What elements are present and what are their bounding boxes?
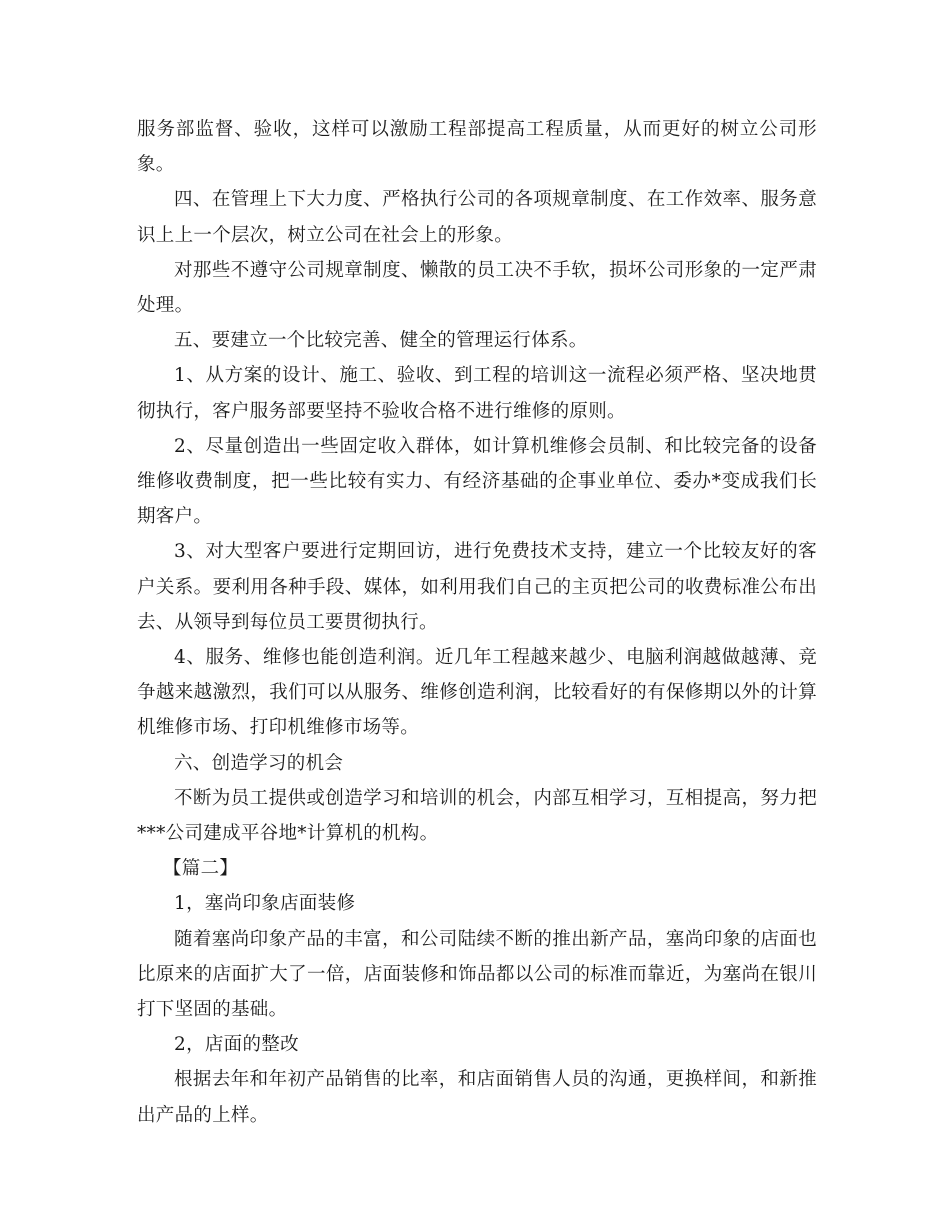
paragraph-section-five: 五、要建立一个比较完善、健全的管理运行体系。 xyxy=(174,330,588,352)
paragraph-item-2: 2、尽量创造出一些固定收入群体，如计算机维修会员制、和比较完备的设备维修收费制度，把一些比较有实力、有经济基础的企事业单位、委办*变成我们长期客户。 xyxy=(137,435,817,528)
paragraph: 根据去年和年初产品销售的比率，和店面销售人员的沟通，更换样间，和新推出产品的上样。 xyxy=(137,1069,817,1126)
paragraph: 随着塞尚印象产品的丰富，和公司陆续不断的推出新产品，塞尚印象的店面也比原来的店面扩大了一倍，店面装修和饰品都以公司的标准而靠近，为塞尚在银川打下坚固的基础。 xyxy=(137,928,817,1021)
subheading-store-decoration: 1，塞尚印象店面装修 xyxy=(174,893,356,915)
paragraph-section-four: 四、在管理上下大力度、严格执行公司的各项规章制度、在工作效率、服务意识上上一个层次，树立公司在社会上的形象。 xyxy=(137,189,817,246)
paragraph-item-4: 4、服务、维修也能创造利润。近几年工程越来越少、电脑利润越做越薄、竞争越来越激烈，我们可以从服务、维修创造利润，比较看好的有保修期以外的计算机维修市场、打印机维修市场等。 xyxy=(137,647,817,739)
paragraph-item-3: 3、对大型客户要进行定期回访，进行免费技术支持，建立一个比较友好的客户关系。要利用各种手段、媒体，如利用我们自己的主页把公司的收费标准公布出去、从领导到每位员工要贯彻执行。 xyxy=(137,541,817,633)
subheading-store-rectification: 2，店面的整改 xyxy=(174,1034,299,1056)
section-heading-part-two: 【篇二】 xyxy=(163,858,239,880)
paragraph-continuation: 服务部监督、验收，这样可以激励工程部提高工程质量，从而更好的树立公司形象。 xyxy=(137,119,817,176)
paragraph: 对那些不遵守公司规章制度、懒散的员工决不手软，损坏公司形象的一定严肃处理。 xyxy=(137,259,817,317)
paragraph: 不断为员工提供或创造学习和培训的机会，内部互相学习，互相提高，努力把***公司建成平谷地*计算机的机构。 xyxy=(137,787,817,845)
document-body xyxy=(137,112,817,1133)
paragraph-item-1: 1、从方案的设计、施工、验收、到工程的培训这一流程必须严格、坚决地贯彻执行，客户服务部要坚持不验收合格不进行维修的原则。 xyxy=(137,365,817,422)
paragraph-section-six: 六、创造学习的机会 xyxy=(174,752,344,774)
